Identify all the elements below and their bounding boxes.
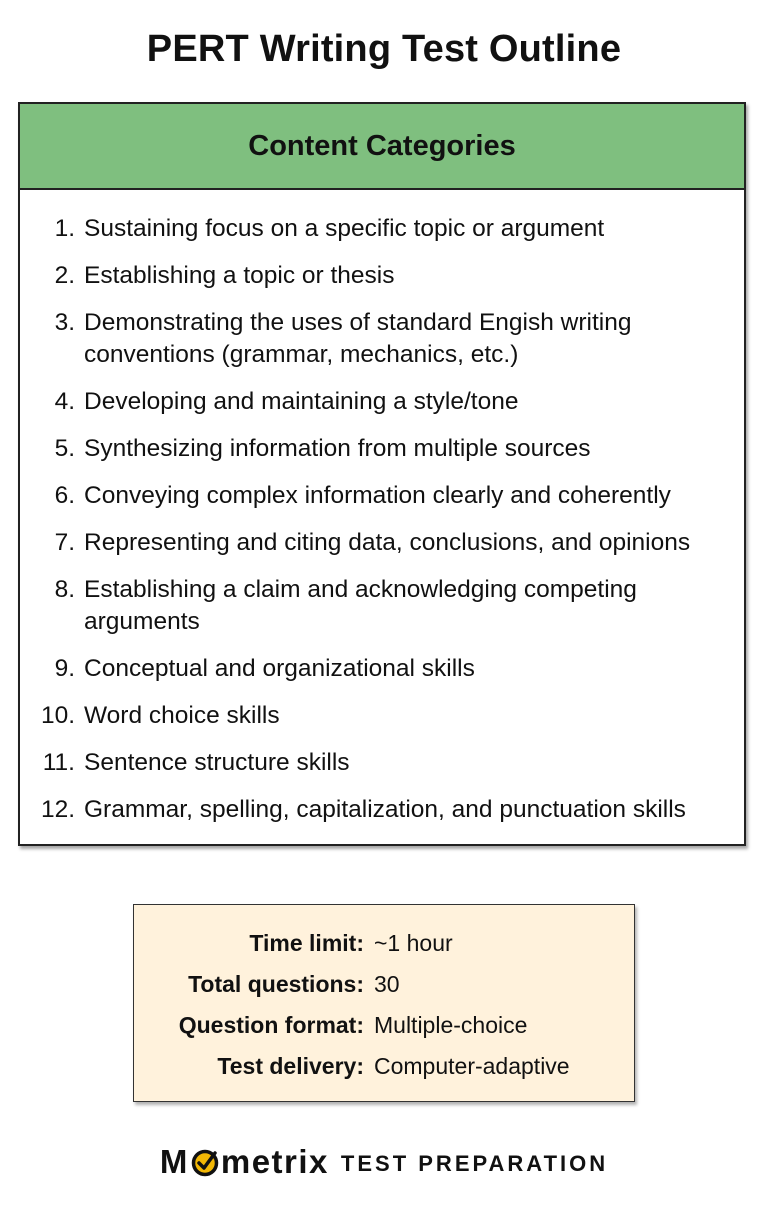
item-text: Sustaining focus on a specific topic or argument (84, 215, 605, 242)
list-item (20, 386, 720, 418)
item-number: 12. (40, 796, 75, 823)
item-text: Grammar, spelling, capitalization, and punctuation skills (84, 796, 686, 823)
item-text: Developing and maintaining a style/tone (84, 388, 519, 415)
brand-suffix: metrix (220, 1143, 329, 1180)
list-item (20, 794, 720, 826)
info-label: Total questions: (188, 971, 364, 997)
info-label: Time limit: (249, 930, 364, 956)
item-number: 11. (42, 749, 75, 776)
info-value: Computer-adaptive (374, 1053, 570, 1079)
item-number: 9. (54, 655, 75, 682)
item-text: Word choice skills (84, 702, 280, 729)
item-text: Representing and citing data, conclusions, and opinions (84, 529, 691, 556)
test-info-box (133, 904, 635, 1102)
list-item (20, 480, 720, 512)
item-number: 8. (54, 576, 75, 603)
list-item (20, 433, 720, 465)
info-value: Multiple-choice (374, 1012, 528, 1038)
info-label: Question format: (178, 1012, 364, 1038)
test-delivery-row (134, 1051, 634, 1081)
mometrix-footer (0, 1142, 768, 1182)
item-text: Synthesizing information from multiple sources (84, 435, 591, 462)
item-text: Conceptual and organizational skills (84, 655, 475, 682)
list-item (20, 260, 720, 292)
item-number: 3. (54, 309, 75, 336)
item-text: Demonstrating the uses of standard Engish writing conventions (grammar, mechanics, etc.) (84, 309, 632, 368)
brand-tagline: TEST PREPARATION (340, 1151, 609, 1176)
list-item (20, 700, 720, 732)
item-text: Conveying complex information clearly and coherently (84, 482, 671, 509)
list-item (20, 574, 720, 638)
info-value: 30 (374, 971, 400, 997)
time-limit-row (134, 928, 634, 958)
checkmark-circle-icon (190, 1147, 220, 1177)
item-text: Establishing a topic or thesis (84, 262, 395, 289)
list-item (20, 527, 720, 559)
item-number: 6. (54, 482, 75, 509)
item-text: Sentence structure skills (84, 749, 350, 776)
list-item (20, 307, 720, 371)
mometrix-logo (160, 1143, 329, 1181)
list-item (20, 213, 720, 245)
info-label: Test delivery: (217, 1053, 364, 1079)
brand-prefix: M (159, 1143, 189, 1180)
item-number: 10. (40, 702, 75, 729)
question-format-row (134, 1010, 634, 1040)
list-item (20, 653, 720, 685)
item-number: 4. (54, 388, 75, 415)
item-number: 5. (54, 435, 75, 462)
item-text: Establishing a claim and acknowledging competing arguments (84, 576, 637, 635)
content-categories-card (18, 102, 746, 846)
item-number: 1. (54, 215, 75, 242)
list-item (20, 747, 720, 779)
content-categories-header: Content Categories (20, 104, 744, 190)
page-title: PERT Writing Test Outline (146, 28, 622, 70)
item-number: 2. (54, 262, 75, 289)
item-number: 7. (54, 529, 75, 556)
total-questions-row (134, 969, 634, 999)
info-value: ~1 hour (374, 930, 453, 956)
